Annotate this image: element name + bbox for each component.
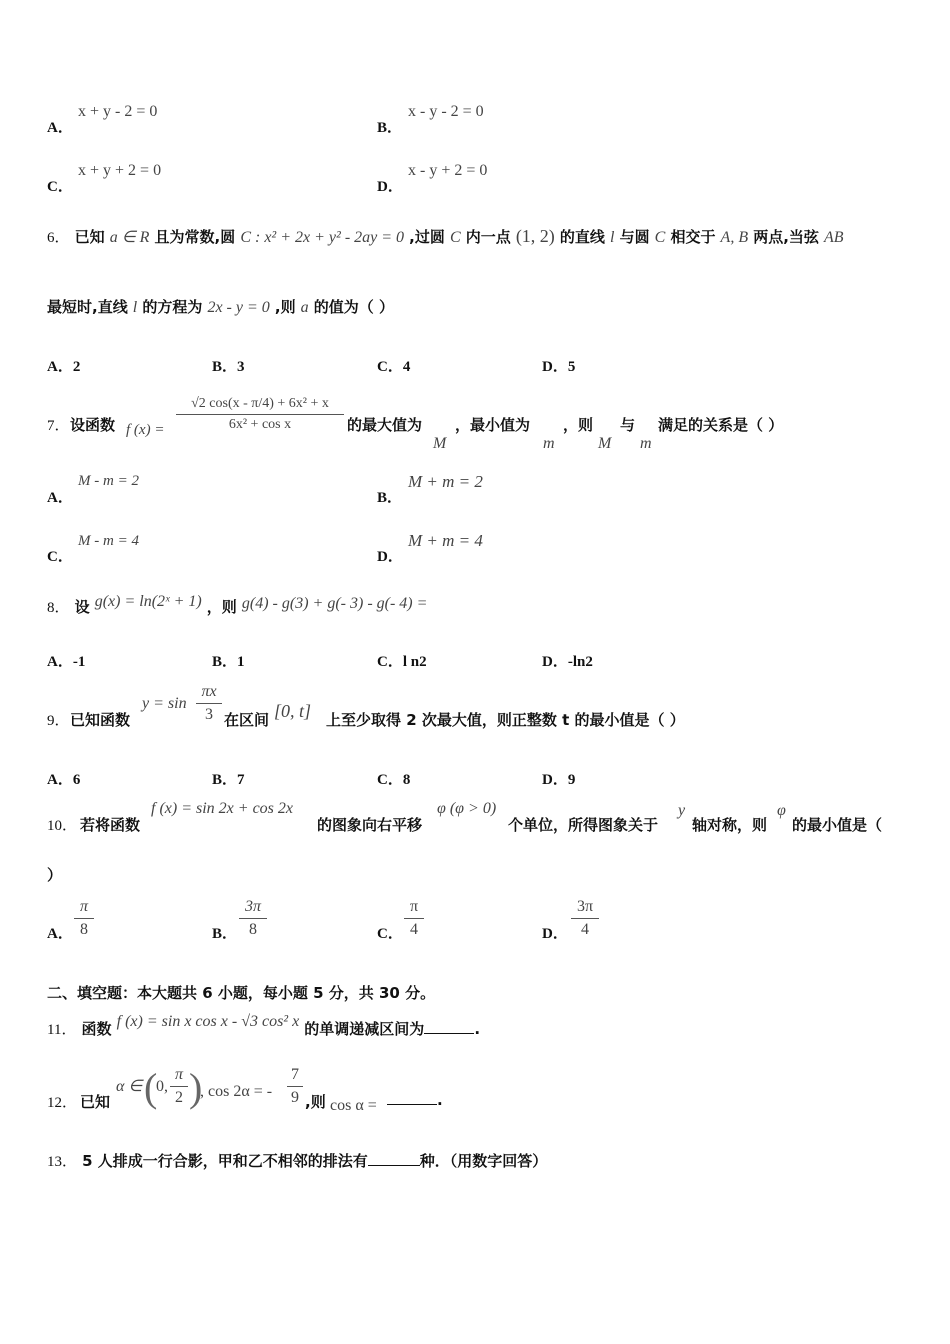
question-text: 与圆	[619, 228, 650, 246]
math-expression: a ∈ R	[109, 229, 150, 246]
fraction-denominator: 9	[291, 1089, 299, 1106]
question-text: 轴对称，则	[692, 816, 768, 834]
fraction-numerator: 7	[291, 1066, 299, 1083]
q9-option-c: C．8	[377, 772, 411, 788]
q6-option-c: C．4	[377, 359, 411, 375]
question-text: 种．（用数字回答）	[419, 1152, 548, 1170]
q5-option-a-label: A．	[47, 120, 73, 136]
math-expression: y	[678, 802, 686, 819]
math-expression: l	[610, 229, 615, 246]
q5-option-d-math: x - y + 2 = 0	[408, 162, 488, 179]
question-text: 的直线	[559, 228, 605, 246]
math-expression: l	[132, 299, 138, 316]
q7-option-b-math: M + m = 2	[408, 472, 483, 491]
q10-option-c-fraction	[404, 898, 424, 939]
question-text: 的图象向右平移	[317, 816, 423, 834]
q6-option-d: D．5	[542, 359, 576, 375]
left-paren: (	[144, 1065, 158, 1110]
q6-option-a: A．2	[47, 359, 81, 375]
question-text: 最短时,直线	[47, 298, 128, 316]
fraction-numerator: 3π	[244, 898, 261, 915]
q6-option-b: B．3	[212, 359, 245, 375]
question-13	[47, 1150, 547, 1171]
q5-option-a-math: x + y - 2 = 0	[78, 103, 158, 120]
q7-option-a-math: M - m = 2	[78, 473, 139, 489]
fraction-denominator: 4	[581, 921, 589, 938]
question-text: 个单位，所得图象关于	[508, 816, 659, 834]
q7-option-b-label: B．	[377, 490, 403, 506]
math-expression: m	[640, 435, 652, 452]
question-text: 的值为（ ）	[313, 298, 394, 316]
math-expression: (1, 2)	[515, 226, 555, 246]
fraction-denominator: 2	[175, 1089, 183, 1106]
question-text: 与	[620, 416, 636, 434]
math-expression: cos α =	[330, 1097, 377, 1114]
question-number: 11．	[47, 1022, 77, 1038]
question-text: 已知	[74, 228, 105, 246]
math-expression: a	[300, 299, 309, 316]
q7-option-a-label: A．	[47, 490, 73, 506]
function-name: f (x) =	[126, 422, 165, 438]
question-text: ,则	[305, 1093, 326, 1111]
question-text: 函数	[81, 1020, 112, 1038]
math-expression: A, B	[720, 229, 749, 246]
question-number: 12．	[47, 1095, 78, 1111]
question-text: 的最大值为	[347, 416, 423, 434]
q7-option-c-label: C．	[47, 549, 73, 565]
fraction-bar	[287, 1086, 303, 1087]
fraction-bar	[571, 918, 599, 919]
question-text: .	[474, 1020, 481, 1038]
question-text: .	[437, 1091, 443, 1109]
question-number: 6．	[47, 230, 70, 246]
q10-option-d-label: D．	[542, 926, 568, 942]
fraction-bar	[239, 918, 267, 919]
math-expression: φ	[777, 802, 786, 819]
question-text: ，则	[206, 598, 237, 616]
q5-option-b-math: x - y - 2 = 0	[408, 103, 484, 120]
math-fraction	[196, 683, 222, 724]
fraction-bar	[404, 918, 424, 919]
answer-blank[interactable]	[387, 1090, 437, 1105]
q8-option-b: B．1	[212, 654, 245, 670]
q7-option-d-math: M + m = 4	[408, 531, 483, 550]
math-fraction	[287, 1066, 303, 1107]
right-paren: )	[189, 1065, 203, 1110]
q10-option-c-label: C．	[377, 926, 403, 942]
question-number: 9．	[47, 713, 70, 729]
math-expression: C	[654, 229, 666, 246]
question-text: 5 人排成一行合影，甲和乙不相邻的排法有	[82, 1152, 368, 1170]
math-expression: m	[543, 435, 555, 452]
fraction-numerator: π	[79, 898, 88, 915]
fraction-numerator: 3π	[576, 898, 594, 915]
q8-option-c: C．l n2	[377, 654, 427, 670]
fraction-bar	[170, 1086, 188, 1087]
question-text: 且为常数,圆	[154, 228, 236, 246]
question-number: 8．	[47, 600, 70, 616]
q5-option-d-label: D．	[377, 179, 403, 195]
math-expression: , cos 2α = -	[200, 1083, 273, 1100]
q5-option-b-label: B．	[377, 120, 403, 136]
question-6-line-1	[47, 226, 844, 256]
math-expression: f (x) = sin 2x + cos 2x	[151, 800, 293, 817]
function-fraction	[176, 396, 344, 433]
q10-option-d-fraction	[571, 898, 599, 939]
question-text: 的单调递减区间为	[304, 1020, 425, 1038]
question-text: 设函数	[70, 416, 116, 434]
question-8	[47, 593, 428, 617]
question-text: ,则	[274, 298, 296, 316]
question-number: 10．	[47, 818, 78, 834]
q10-option-a-fraction	[74, 898, 94, 939]
fraction-denominator: 6x² + cos x	[228, 417, 292, 432]
q9-option-b: B．7	[212, 772, 245, 788]
fraction-denominator: 3	[205, 706, 213, 723]
question-text: ,过圆	[409, 228, 445, 246]
fraction-bar	[176, 414, 344, 415]
math-expression: f (x) = sin x cos x - √3 cos² x	[116, 1013, 300, 1030]
fraction-denominator: 8	[80, 921, 88, 938]
question-text: 满足的关系是（ ）	[658, 416, 784, 434]
fraction-bar	[196, 703, 222, 704]
math-expression: M	[598, 435, 612, 452]
question-text: 设	[74, 598, 90, 616]
math-expression: φ (φ > 0)	[437, 800, 497, 817]
math-fraction	[170, 1066, 188, 1107]
math-expression: 0,	[156, 1078, 168, 1095]
question-text: ，则	[563, 416, 594, 434]
question-text: 已知	[80, 1093, 111, 1111]
math-expression: 2x - y = 0	[207, 299, 270, 316]
fraction-numerator: √2 cos(x - π/4) + 6x² + x	[191, 396, 329, 411]
question-text: 在区间	[224, 711, 270, 729]
question-text: ，最小值为	[455, 416, 531, 434]
q10-option-b-fraction	[239, 898, 267, 939]
question-text: 的最小值是（	[792, 816, 883, 834]
q7-option-c-math: M - m = 4	[78, 533, 139, 549]
question-text: 内一点	[465, 228, 511, 246]
question-text: 上至少取得 2 次最大值，则正整数 t 的最小值是（ ）	[326, 711, 685, 729]
math-expression: y = sin	[142, 695, 187, 712]
question-text: ）	[47, 866, 63, 884]
question-text: 已知函数	[70, 711, 131, 729]
fraction-numerator: π	[174, 1066, 183, 1083]
section-heading: 二、填空题：本大题共 6 小题，每小题 5 分，共 30 分。	[47, 984, 436, 1002]
answer-blank[interactable]	[424, 1019, 474, 1034]
answer-blank[interactable]	[368, 1151, 420, 1166]
q10-option-b-label: B．	[212, 926, 238, 942]
question-number: 7．	[47, 418, 70, 434]
question-11	[47, 1013, 481, 1039]
fraction-denominator: 8	[249, 921, 257, 938]
math-expression: [0, t]	[274, 701, 312, 721]
q9-option-d: D．9	[542, 772, 576, 788]
fraction-numerator: πx	[201, 683, 217, 700]
question-number: 13．	[47, 1154, 78, 1170]
answer-blank-wrap	[387, 1090, 443, 1109]
question-text: 两点,当弦	[753, 228, 819, 246]
math-expression: g(x) = ln(2ˣ + 1)	[94, 593, 202, 610]
fraction-bar	[74, 918, 94, 919]
math-expression: C	[449, 229, 461, 246]
q7-option-d-label: D．	[377, 549, 403, 565]
math-expression: α ∈	[116, 1078, 143, 1095]
question-text: 若将函数	[80, 816, 141, 834]
fraction-numerator: π	[409, 898, 419, 915]
question-text: 相交于	[670, 228, 716, 246]
q9-option-a: A．6	[47, 772, 81, 788]
q5-option-c-label: C．	[47, 179, 73, 195]
question-text: 的方程为	[142, 298, 203, 316]
fraction-denominator: 4	[410, 921, 418, 938]
math-expression: C : x² + 2x + y² - 2ay = 0	[240, 229, 405, 246]
question-6-line-2	[47, 296, 394, 317]
math-expression: g(4) - g(3) + g(- 3) - g(- 4) =	[241, 595, 428, 612]
q8-option-a: A．-1	[47, 654, 86, 670]
math-expression: M	[433, 435, 447, 452]
q8-option-d: D．-ln2	[542, 654, 593, 670]
q5-option-c-math: x + y + 2 = 0	[78, 162, 162, 179]
q10-option-a-label: A．	[47, 926, 73, 942]
math-expression: AB	[823, 229, 844, 246]
